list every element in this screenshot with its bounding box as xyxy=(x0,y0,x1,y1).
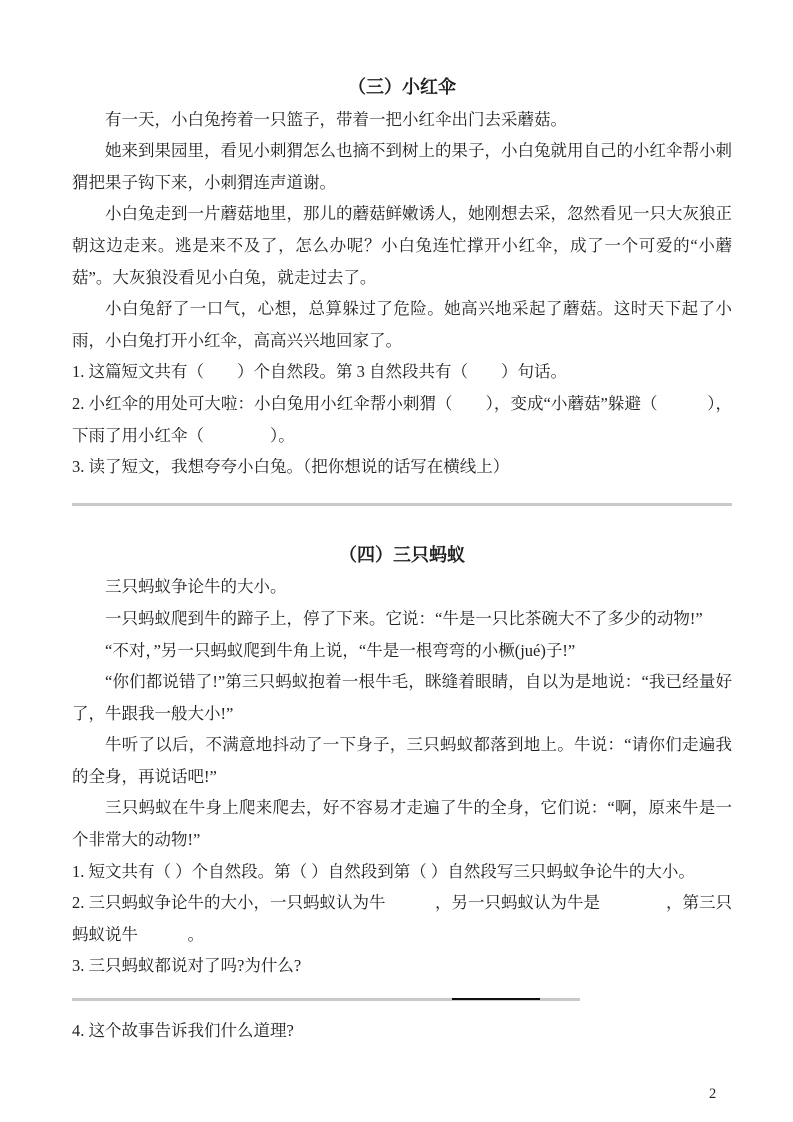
story-paragraph: 小白兔舒了一口气，心想，总算躲过了危险。她高兴地采起了蘑菇。这时天下起了小雨，小白兔打开小红伞，高高兴兴地回家了。 xyxy=(72,299,732,350)
story-paragraph: 三只蚂蚁在牛身上爬来爬去，好不容易才走遍了牛的全身，它们说：“啊，原来牛是一个非常大的动物!” xyxy=(72,798,732,850)
section-title: （四）三只蚂蚁 xyxy=(339,544,465,565)
section-divider xyxy=(72,998,580,1001)
question-item: 3. 读了短文，我想夸夸小白兔。（把你想说的话写在横线上） xyxy=(72,457,510,477)
story-paragraph: 牛听了以后，不满意地抖动了一下身子，三只蚂蚁都落到地上。牛说：“请你们走遍我的全身，再说话吧!” xyxy=(72,735,732,786)
question-item: 2. 三只蚂蚁争论牛的大小，一只蚂蚁认为牛 ，另一只蚂蚁认为牛是 ，第三只蚂蚁说牛 。 xyxy=(72,893,732,944)
story-paragraph: 三只蚂蚁争论牛的大小。 xyxy=(105,577,287,597)
story-paragraph: 一只蚂蚁爬到牛的蹄子上，停了下来。它说：“牛是一只比茶碗大不了多少的动物!” xyxy=(105,608,703,628)
question-item: 2. 小红伞的用处可大啦：小白兔用小红伞帮小刺猬（ ），变成“小蘑菇”躲避（ ），下雨了用小红伞（ ）。 xyxy=(72,393,732,445)
page-content xyxy=(72,72,732,1047)
story-paragraph: “你们都说错了!”第三只蚂蚁抱着一根牛毛，眯缝着眼睛，自以为是地说：“我已经量好了，牛跟我一般大小!” xyxy=(72,672,732,723)
story-paragraph: 她来到果园里，看见小刺猬怎么也摘不到树上的果子，小白兔就用自己的小红伞帮小刺猬把果子钩下来，小刺猬连声道谢。 xyxy=(72,141,732,192)
question-item: 4. 这个故事告诉我们什么道理? xyxy=(72,1021,294,1041)
section-divider xyxy=(72,503,732,506)
answer-line xyxy=(452,998,540,1000)
story-paragraph: 小白兔走到一片蘑菇地里，那儿的蘑菇鲜嫩诱人，她刚想去采，忽然看见一只大灰狼正朝这边走来。逃是来不及了，怎么办呢？小白兔连忙撑开小红伞，成了一个可爱的“小蘑菇”。大灰狼没看见小白兔，就走过去了。 xyxy=(72,204,732,287)
question-item: 3. 三只蚂蚁都说对了吗?为什么? xyxy=(72,956,302,976)
story-paragraph: 有一天，小白兔挎着一只篮子，带着一把小红伞出门去采蘑菇。 xyxy=(105,109,567,129)
question-item: 1. 短文共有（ ）个自然段。第（ ）自然段到第（ ）自然段写三只蚂蚁争论牛的大小。 xyxy=(72,861,695,881)
page-number: 2 xyxy=(709,1086,717,1102)
story-paragraph: “不对，”另一只蚂蚁爬到牛角上说，“牛是一根弯弯的小橛(jué)子!” xyxy=(105,640,576,660)
section-title: （三）小红伞 xyxy=(348,77,456,97)
question-item: 1. 这篇短文共有（ ）个自然段。第 3 自然段共有（ ）句话。 xyxy=(72,362,567,382)
